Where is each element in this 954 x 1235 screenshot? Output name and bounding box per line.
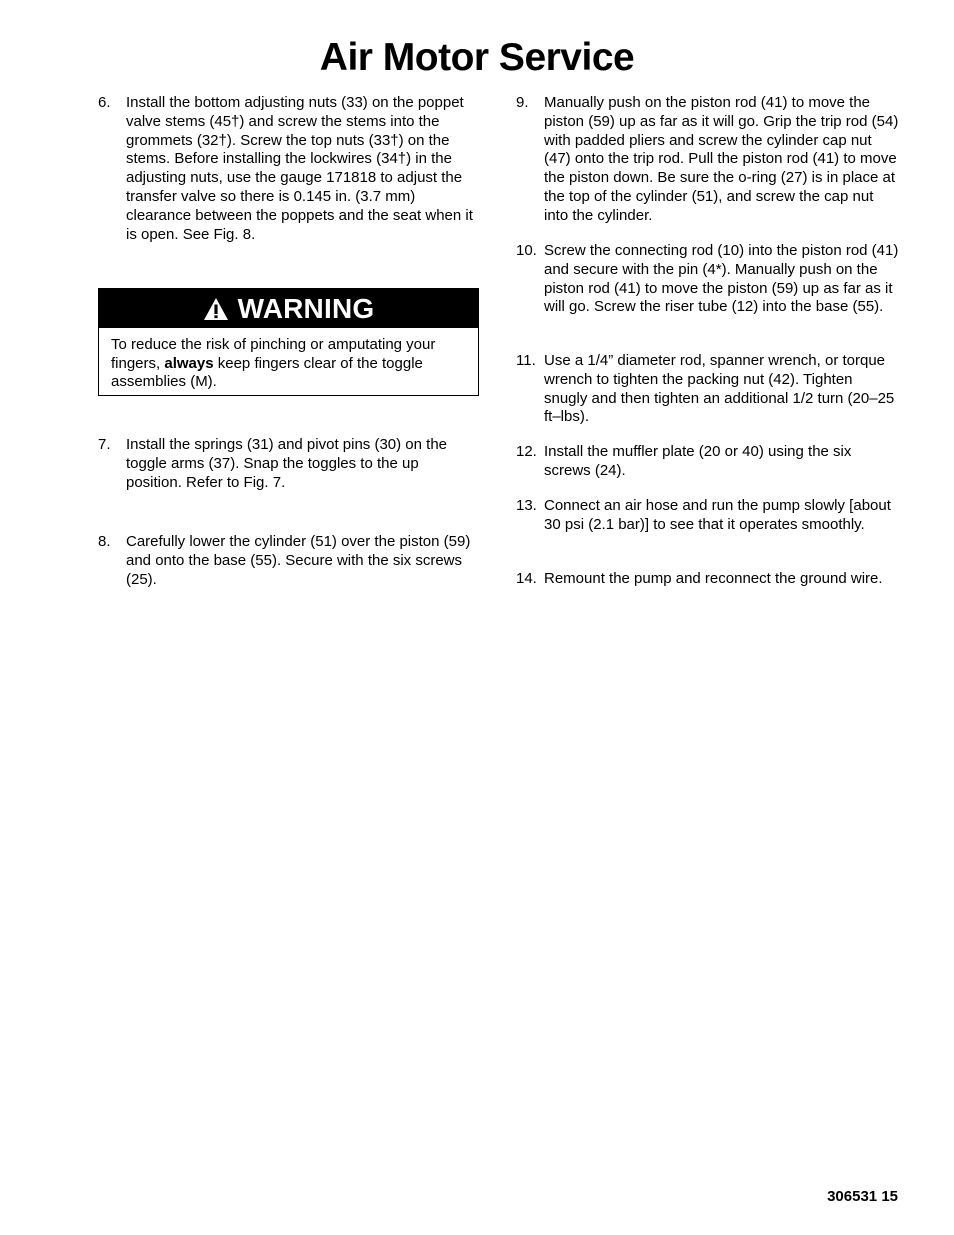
step-12: [516, 443, 900, 481]
warning-header: [99, 289, 478, 328]
page-footer: 306531 15: [827, 1188, 898, 1205]
step-6: [98, 94, 482, 244]
step-number: 11.: [516, 352, 536, 369]
step-text: Screw the connecting rod (10) into the piston rod (41) and secure with the pin (4*). Manually push on the piston rod (41) to move the piston (59) up as far as it will go. Screw the riser tube (12) into the base (55).: [544, 242, 899, 316]
warning-emphasis: always: [164, 354, 214, 372]
step-text: Install the bottom adjusting nuts (33) on the poppet valve stems (45†) and screw the stems into the grommets (32†). Screw the top nuts (33†) on the stems. Before installing the lockwires (34†) in the adjusting nuts, use the gauge 171818 to adjust the transfer valve so there is 0.145 in. (3.7 mm) clearance between the poppets and the seat when it is open. See Fig. 8.: [126, 94, 473, 243]
warning-text-start: To reduce the risk of pinching or amputating your fingers,: [111, 336, 436, 372]
warning-triangle-icon: [203, 297, 229, 321]
step-7: [98, 436, 478, 492]
step-number: 10.: [516, 242, 537, 259]
step-number: 7.: [98, 436, 111, 453]
right-column: [516, 94, 900, 226]
warning-box: [98, 288, 479, 396]
step-14: [516, 570, 900, 589]
step-text: Use a 1/4” diameter rod, spanner wrench, or torque wrench to tighten the packing nut (42). Tighten snugly and then tighten an additional 1/2 turn (20–25 ft–lbs).: [544, 352, 895, 426]
warning-heading: WARNING: [237, 292, 375, 324]
page-title: Air Motor Service: [319, 36, 635, 79]
step-9: [516, 94, 900, 226]
step-text: Install the springs (31) and pivot pins (30) on the toggle arms (37). Snap the toggles to the up position. Refer to Fig. 7.: [126, 436, 448, 491]
step-number: 13.: [516, 497, 537, 514]
step-text: Manually push on the piston rod (41) to move the piston (59) up as far as it will go. Grip the trip rod (54) with padded pliers and screw the cylinder cap nut (47) onto the trip rod. Pull the piston rod (41) to move the piston down. Be sure the o-ring (27) is in place at the top of the cylinder (51), and screw the cap nut into the cylinder.: [544, 94, 899, 224]
step-10: [516, 242, 900, 317]
step-13: [516, 497, 900, 535]
step-number: 6.: [98, 94, 111, 111]
step-8: [98, 533, 478, 589]
step-text: Carefully lower the cylinder (51) over the piston (59) and onto the base (55). Secure with the six screws (25).: [126, 533, 471, 588]
step-number: 14.: [516, 570, 537, 587]
step-number: 9.: [516, 94, 529, 111]
step-number: 8.: [98, 533, 111, 550]
step-text: Install the muffler plate (20 or 40) using the six screws (24).: [544, 443, 852, 479]
warning-text: [99, 328, 478, 392]
step-text: Remount the pump and reconnect the ground wire.: [544, 570, 883, 587]
left-column: [98, 94, 482, 244]
warning-text-end: keep fingers clear of the toggle assemblies (M).: [111, 354, 423, 390]
step-number: 12.: [516, 443, 537, 460]
step-11: [516, 352, 900, 427]
step-text: Connect an air hose and run the pump slowly [about 30 psi (2.1 bar)] to see that it operates smoothly.: [544, 497, 891, 533]
